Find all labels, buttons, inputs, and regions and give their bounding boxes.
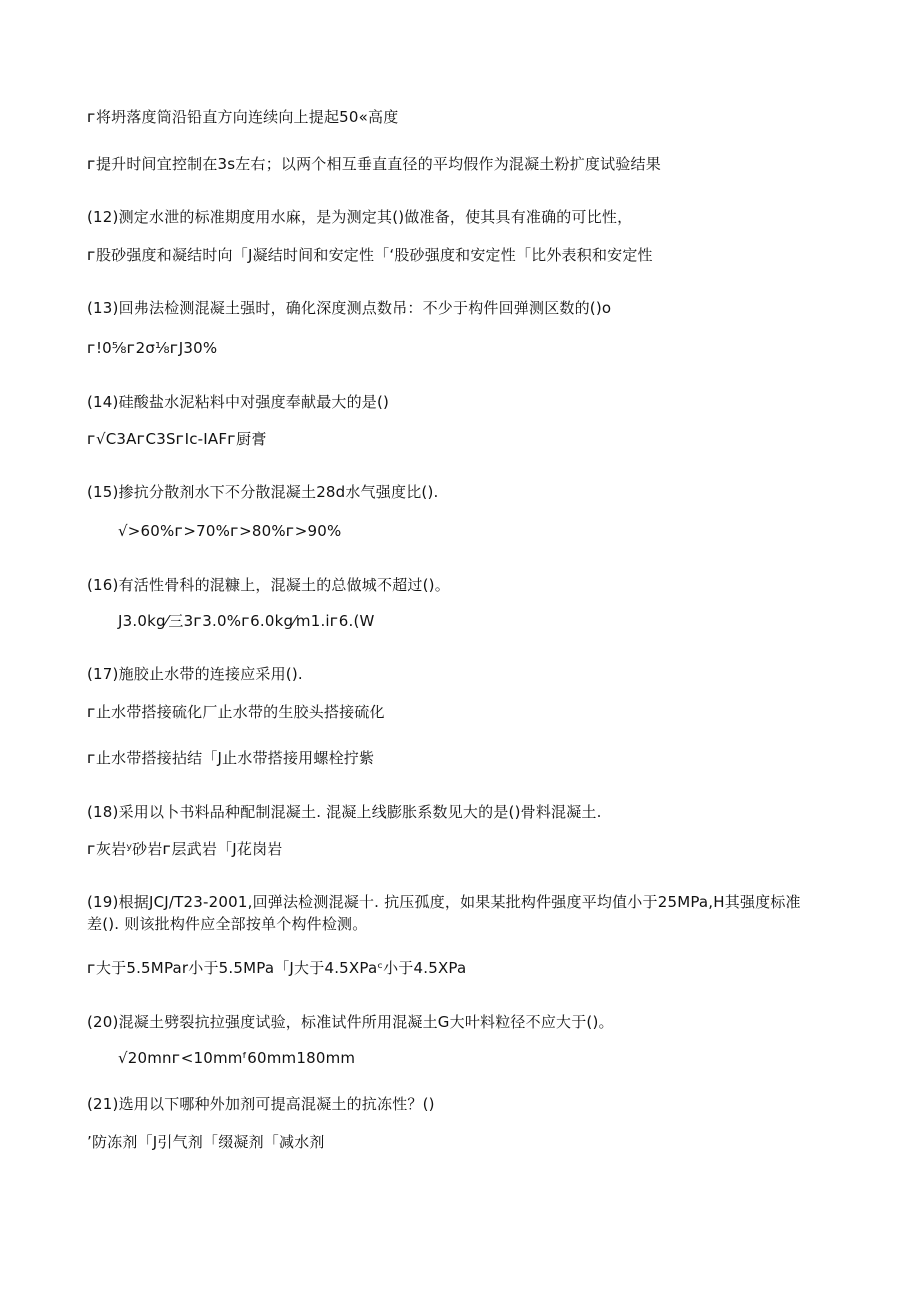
question-18: (18)采用以卜书料品种配制混凝土. 混凝上线膨胀系数见大的是()骨料混凝土. bbox=[87, 803, 602, 821]
question-19: (19)根据JCJ/T23-2001,回弹法检测混凝十. 抗压孤度，如果某批构件强度平均值小于25MPa,H其强度标准差(). 则该批构件应全部按单个构件检测。 bbox=[87, 893, 801, 933]
question-14: (14)硅酸盐水泥粘料中对强度奉献最大的是() bbox=[87, 393, 390, 411]
question-16: (16)有活性骨科的混糠上，混凝土的总做城不超过()。 bbox=[87, 576, 450, 594]
question-17: (17)施胶止水带的连接应采用(). bbox=[87, 665, 303, 683]
question-12: (12)测定水泄的标准期度用水麻，是为测定其()做准备，使其具有准确的可比性， bbox=[87, 208, 633, 226]
options-19: ᴦ大于5.5MPar小于5.5MPa「J大于4.5XPaᶜ小于4.5XPa bbox=[87, 959, 467, 977]
option-line-11a: ᴦ将坍落度筒沿铅直方向连续向上提起50«高度 bbox=[87, 108, 399, 126]
options-20: √20mnᴦ<10mmᶠ60mm180mm bbox=[118, 1049, 356, 1067]
options-15: √>60%ᴦ>70%ᴦ>80%ᴦ>90% bbox=[118, 522, 342, 540]
options-21: ’防冻剂「J引气剂「缀凝剂「减水剂 bbox=[87, 1133, 325, 1151]
options-17a: ᴦ止水带搭接硫化厂止水带的生胶头搭接硫化 bbox=[87, 703, 385, 721]
options-17b: ᴦ止水带搭接拈结「J止水带搭接用螺栓拧紫 bbox=[87, 749, 375, 767]
options-12: ᴦ股砂强度和凝结时向「J凝结时间和安定性「‘股砂强度和安定性「比外表积和安定性 bbox=[87, 246, 653, 264]
options-13: ᴦ!0⅝ᴦ2σ⅛ᴦJ30% bbox=[87, 339, 218, 357]
question-21: (21)选用以下哪种外加剂可提高混凝土的抗冻性？() bbox=[87, 1095, 435, 1113]
options-18: ᴦ灰岩ʸ砂岩ᴦ层武岩「J花岗岩 bbox=[87, 840, 283, 858]
options-14: ᴦ√C3AᴦC3SᴦIc-IAFᴦ厨膏 bbox=[87, 430, 267, 448]
options-16: J3.0kg⁄三3ᴦ3.0%ᴦ6.0kg⁄m1.iᴦ6.(W bbox=[118, 612, 375, 630]
question-15: (15)掺抗分散剂水下不分散混凝土28d水气强度比(). bbox=[87, 483, 439, 501]
question-20: (20)混凝土劈裂抗拉强度试验，标准试件所用混凝土G大叶料粒径不应大于()。 bbox=[87, 1013, 614, 1031]
question-13: (13)回弗法检测混凝土强时，确化深度测点数吊：不少于构件回弹测区数的()o bbox=[87, 299, 612, 317]
option-line-11b: ᴦ提升时间宜控制在3s左右；以两个相互垂直直径的平均假作为混凝土粉扩度试验结果 bbox=[87, 155, 661, 173]
